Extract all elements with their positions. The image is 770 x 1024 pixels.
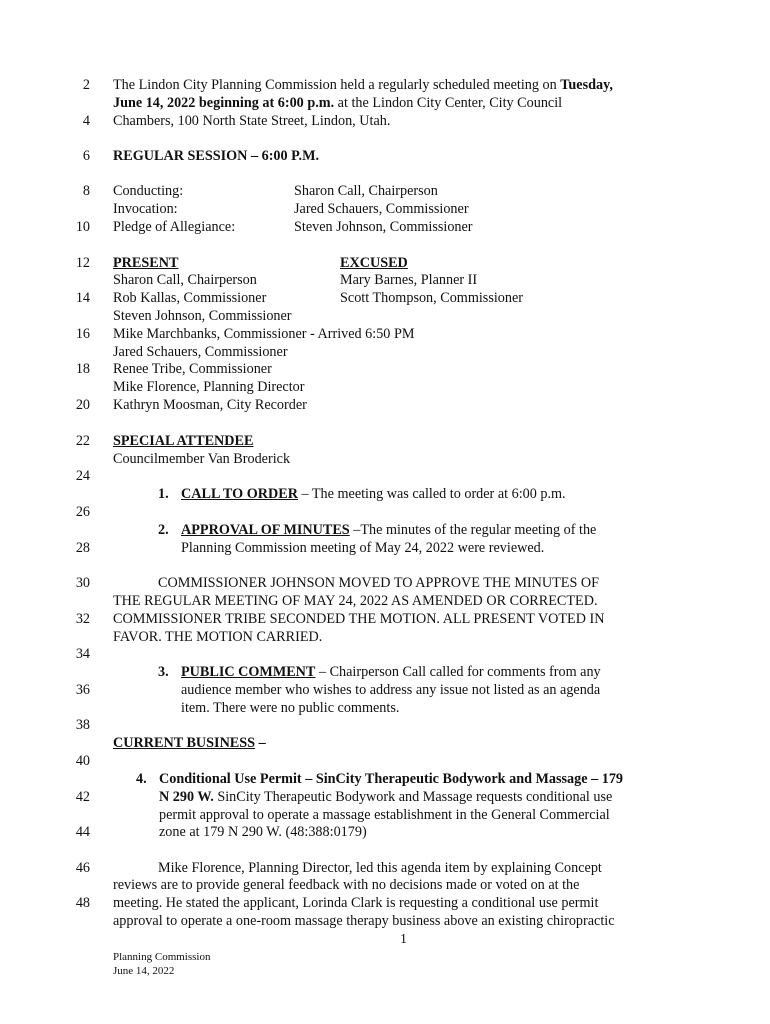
excused-heading: EXCUSED [340, 255, 408, 271]
page-number: 1 [400, 932, 407, 947]
discussion-line: Mike Florence, Planning Director, led this agenda item by explaining Concept [158, 860, 602, 876]
line-number: 28 [75, 540, 90, 556]
discussion-line: approval to operate a one-room massage therapy business above an existing chiropractic [113, 913, 615, 929]
present-member: Mike Marchbanks, Commissioner - Arrived 6:50 PM [113, 326, 415, 342]
role-label: Invocation: [113, 201, 178, 217]
meeting-day: Tuesday, [560, 77, 613, 93]
motion-line: COMMISSIONER JOHNSON MOVED TO APPROVE THE MINUTES OF [158, 575, 600, 591]
special-attendee-name: Councilmember Van Broderick [113, 451, 291, 467]
line-number: 44 [75, 824, 90, 840]
intro-line: Chambers, 100 North State Street, Lindon, Utah. [113, 113, 391, 129]
agenda-item-number: 1. [158, 486, 169, 502]
agenda-item-title: Conditional Use Permit – SinCity Therapeutic Bodywork and Massage – 179 [159, 771, 624, 787]
agenda-item-text: zone at 179 N 290 W. (48:388:0179) [159, 824, 367, 840]
line-number: 46 [75, 860, 90, 876]
agenda-item-text: item. There were no public comments. [181, 700, 400, 716]
line-number: 6 [82, 148, 90, 164]
agenda-item-public-comment [181, 663, 601, 681]
current-business-title: CURRENT BUSINESS [113, 735, 256, 751]
line-number: 38 [75, 717, 90, 733]
agenda-item-text: audience member who wishes to address any issue not listed as an agenda [181, 682, 601, 698]
regular-session-heading: REGULAR SESSION – 6:00 P.M. [113, 148, 320, 164]
present-member: Renee Tribe, Commissioner [113, 361, 272, 377]
agenda-item-call-to-order [181, 485, 566, 503]
line-number: 36 [75, 682, 90, 698]
intro-line [113, 76, 613, 94]
agenda-item-number: 4. [136, 771, 147, 787]
line-number: 40 [75, 753, 90, 769]
present-member: Kathryn Moosman, City Recorder [113, 397, 307, 413]
intro-text: The Lindon City Planning Commission held a regularly scheduled meeting on [113, 77, 561, 93]
line-number: 14 [75, 290, 90, 306]
line-number: 2 [82, 77, 90, 93]
role-name: Sharon Call, Chairperson [294, 183, 438, 199]
present-member: Mike Florence, Planning Director [113, 379, 305, 395]
present-member: Jared Schauers, Commissioner [113, 344, 288, 360]
line-number: 32 [75, 611, 90, 627]
discussion-line: reviews are to provide general feedback with no decisions made or voted on at the [113, 877, 580, 893]
special-attendee-heading: SPECIAL ATTENDEE [113, 433, 254, 449]
current-business-suffix: – [255, 735, 266, 751]
agenda-item-number: 2. [158, 522, 169, 538]
agenda-item-text: – Chairperson Call called for comments from any [315, 664, 601, 680]
agenda-item-cup [159, 788, 612, 806]
motion-line: COMMISSIONER TRIBE SECONDED THE MOTION. ALL PRESENT VOTED IN [113, 611, 605, 627]
line-number: 18 [75, 361, 90, 377]
line-number: 34 [75, 646, 90, 662]
present-heading: PRESENT [113, 255, 179, 271]
line-number: 16 [75, 326, 90, 342]
line-number: 10 [75, 219, 90, 235]
role-name: Steven Johnson, Commissioner [294, 219, 473, 235]
agenda-item-address: N 290 W. [159, 789, 214, 805]
agenda-item-title: PUBLIC COMMENT [181, 664, 316, 680]
line-number: 30 [75, 575, 90, 591]
motion-line: THE REGULAR MEETING OF MAY 24, 2022 AS AMENDED OR CORRECTED. [113, 593, 598, 609]
line-number: 22 [75, 433, 90, 449]
current-business-heading [113, 734, 266, 752]
intro-line [113, 94, 562, 112]
motion-line: FAVOR. THE MOTION CARRIED. [113, 629, 323, 645]
present-member: Rob Kallas, Commissioner [113, 290, 267, 306]
line-number: 20 [75, 397, 90, 413]
discussion-line: meeting. He stated the applicant, Lorinda Clark is requesting a conditional use permit [113, 895, 599, 911]
line-number: 12 [75, 255, 90, 271]
line-number: 24 [75, 468, 90, 484]
role-label: Conducting: [113, 183, 184, 199]
agenda-item-approval-of-minutes [181, 521, 596, 539]
excused-member: Scott Thompson, Commissioner [340, 290, 524, 306]
agenda-item-title: APPROVAL OF MINUTES [181, 522, 350, 538]
agenda-item-title: CALL TO ORDER [181, 486, 298, 502]
present-member: Steven Johnson, Commissioner [113, 308, 292, 324]
agenda-item-text: –The minutes of the regular meeting of the [349, 522, 597, 538]
line-number: 8 [82, 183, 90, 199]
agenda-item-text: permit approval to operate a massage establishment in the General Commercial [159, 807, 610, 823]
line-number: 48 [75, 895, 90, 911]
meeting-date: June 14, 2022 beginning at 6:00 p.m. [113, 95, 335, 111]
agenda-item-text: Planning Commission meeting of May 24, 2022 were reviewed. [181, 540, 545, 556]
present-member: Sharon Call, Chairperson [113, 272, 257, 288]
excused-member: Mary Barnes, Planner II [340, 272, 478, 288]
intro-text: at the Lindon City Center, City Council [334, 95, 563, 111]
role-label: Pledge of Allegiance: [113, 219, 236, 235]
line-number: 26 [75, 504, 90, 520]
agenda-item-text: SinCity Therapeutic Bodywork and Massage requests conditional use [213, 789, 613, 805]
line-number: 42 [75, 789, 90, 805]
agenda-item-text: – The meeting was called to order at 6:00 p.m. [297, 486, 566, 502]
agenda-item-number: 3. [158, 664, 169, 680]
role-name: Jared Schauers, Commissioner [294, 201, 469, 217]
footer-date: June 14, 2022 [113, 965, 175, 977]
line-number: 4 [82, 113, 90, 129]
footer-title: Planning Commission [113, 951, 211, 963]
